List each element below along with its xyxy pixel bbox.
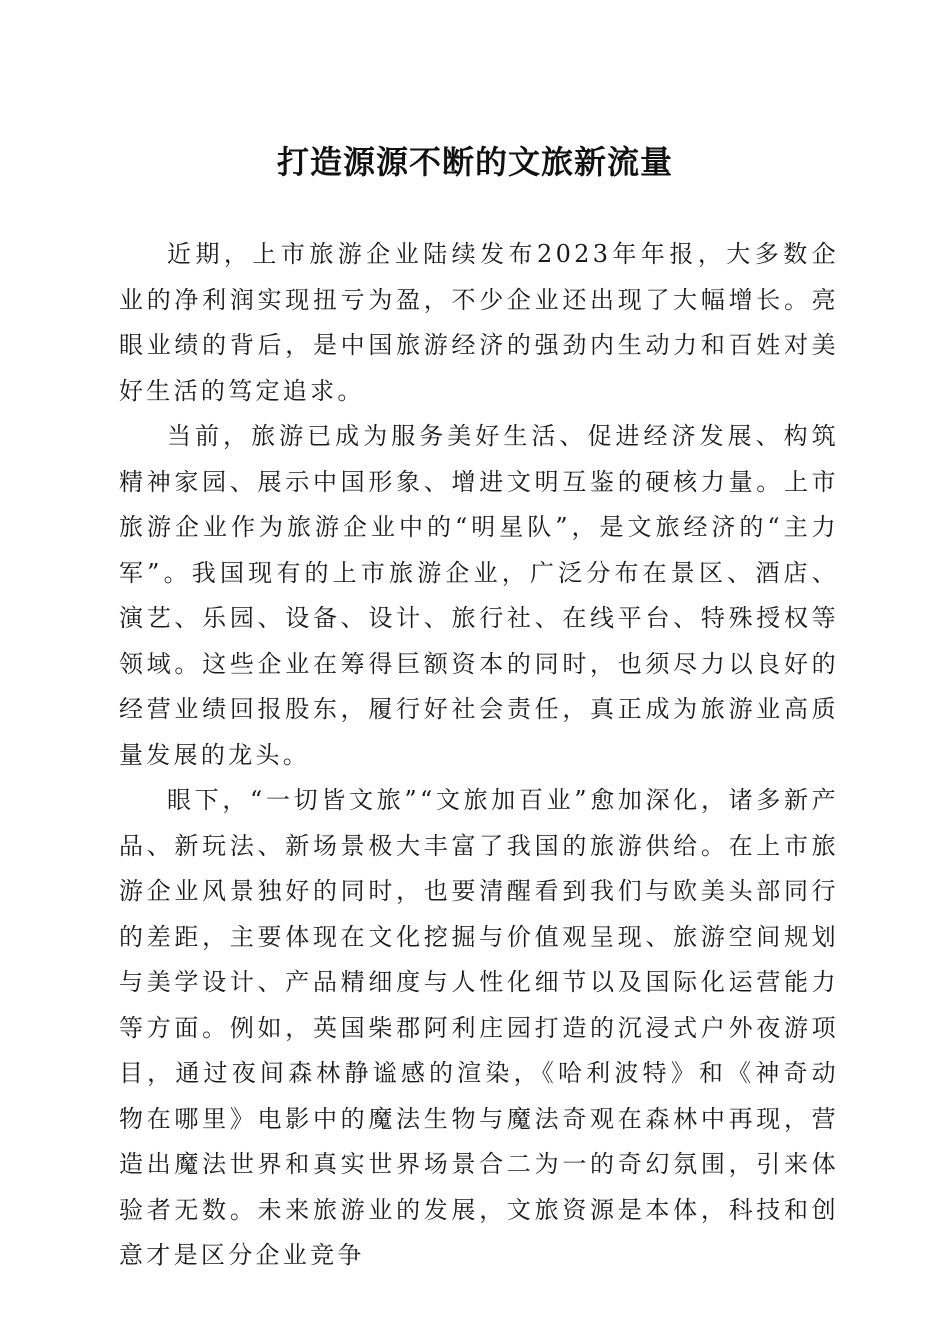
document-body xyxy=(119,232,839,1279)
paragraph-3: 眼下，“一切皆文旅”“文旅加百业”愈加深化，诸多新产品、新玩法、新场景极大丰富了我国的旅游供给。在上市旅游企业风景独好的同时，也要清醒看到我们与欧美头部同行的差距，主要体现在文化挖掘与价值观呈现、旅游空间规划与美学设计、产品精细度与人性化细节以及国际化运营能力等方面。例如，英国柴郡阿利庄园打造的沉浸式户外夜游项目，通过夜间森林静谧感的渲染，《哈利波特》和《神奇动物在哪里》电影中的魔法生物与魔法奇观在森林中再现，营造出魔法世界和真实世界场景合二为一的奇幻氛围，引来体验者无数。未来旅游业的发展，文旅资源是本体，科技和创意才是区分企业竞争 xyxy=(119,786,839,1269)
paragraph-2: 当前，旅游已成为服务美好生活、促进经济发展、构筑精神家园、展示中国形象、增进文明互鉴的硬核力量。上市旅游企业作为旅游企业中的“明星队”，是文旅经济的“主力军”。我国现有的上市旅游企业，广泛分布在景区、酒店、演艺、乐园、设备、设计、旅行社、在线平台、特殊授权等领域。这些企业在筹得巨额资本的同时，也须尽力以良好的经营业绩回报股东，履行好社会责任，真正成为旅游业高质量发展的龙头。 xyxy=(119,422,839,769)
document-title: 打造源源不断的文旅新流量 xyxy=(276,143,673,181)
paragraph-1: 近期，上市旅游企业陆续发布2023年年报，大多数企业的净利润实现扭亏为盈，不少企业还出现了大幅增长。亮眼业绩的背后，是中国旅游经济的强劲内生动力和百姓对美好生活的笃定追求。 xyxy=(119,240,839,405)
